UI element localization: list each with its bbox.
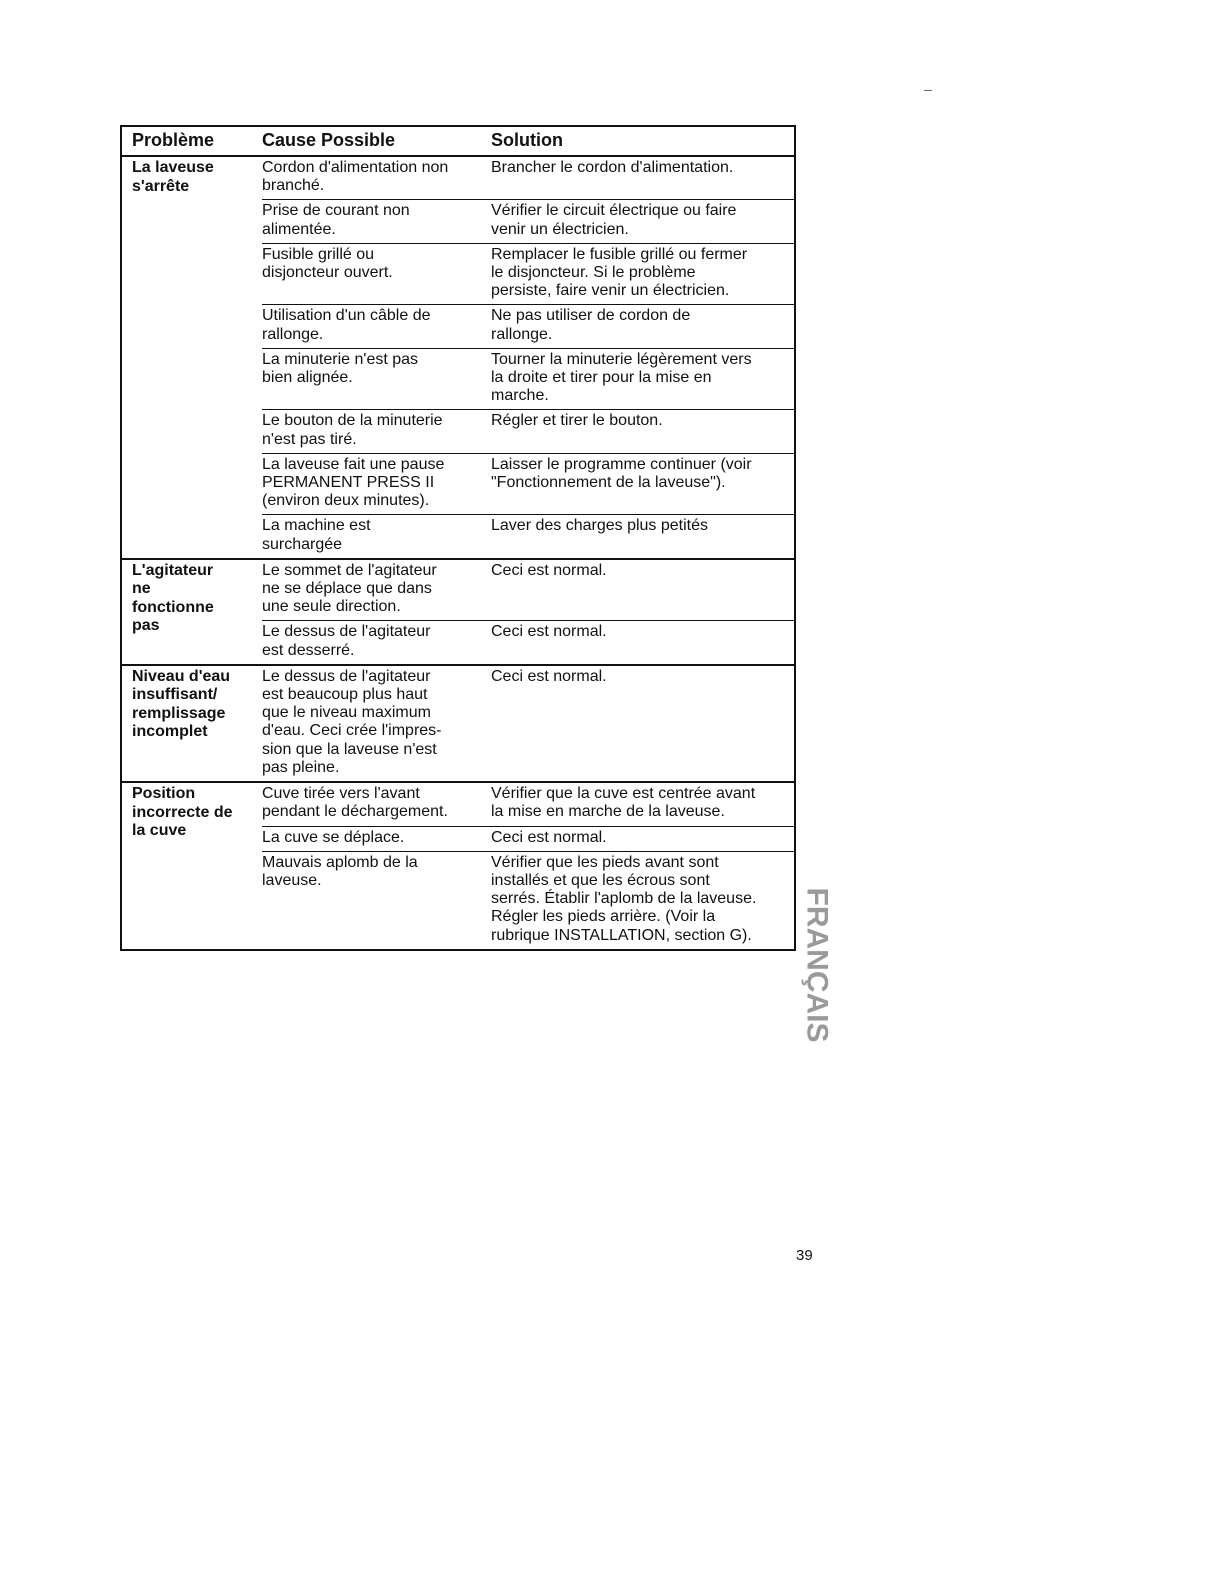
- cause-cell: La machine est surchargée: [262, 517, 371, 553]
- solution-cell: Ceci est normal.: [491, 667, 607, 685]
- cause-cell: Fusible grillé ou disjoncteur ouvert.: [262, 245, 393, 282]
- cause-cell: Cuve tirée vers l'avant pendant le déchargement.: [262, 785, 448, 821]
- cause-cell: La cuve se déplace.: [262, 828, 405, 846]
- problem-group-agitator: [122, 560, 794, 666]
- cause-cell: Le dessus de l'agitateur est beaucoup plus haut que le niveau maximum d'eau. Ceci crée l'impres- sion que la laveuse n'est pas pleine.: [262, 667, 442, 776]
- solution-cell: Tourner la minuterie légèrement vers la droite et tirer pour la mise en marche.: [491, 350, 752, 405]
- solution-cell: Vérifier le circuit électrique ou faire venir un électricien.: [491, 202, 737, 238]
- solution-cell: Ceci est normal.: [491, 623, 607, 641]
- table-row: [262, 560, 794, 622]
- table-row: [262, 410, 794, 453]
- cause-cell: Le dessus de l'agitateur est desserré.: [262, 623, 431, 659]
- table-row: [262, 827, 794, 852]
- troubleshooting-table: [120, 125, 796, 951]
- cause-cell: Prise de courant non alimentée.: [262, 202, 410, 238]
- solution-cell: Vérifier que les pieds avant sont installés et que les écrous sont serrés. Établir l'aplomb de la laveuse. Régler les pieds arrière. (Voir la rubrique INSTALLATION, section G).: [491, 853, 757, 944]
- table-row: [262, 200, 794, 243]
- solution-cell: Laisser le programme continuer (voir "Fonctionnement de la laveuse").: [491, 455, 752, 492]
- table-row: [262, 157, 794, 200]
- table-row: [262, 621, 794, 663]
- page-number: 39: [796, 1247, 813, 1264]
- side-label: FRANÇAIS: [800, 887, 833, 1042]
- language-side-tab: [796, 857, 836, 1072]
- cause-cell: Cordon d'alimentation non branché.: [262, 159, 449, 195]
- cause-cell: La minuterie n'est pas bien alignée.: [262, 350, 419, 387]
- header-problem: Problème: [132, 130, 215, 150]
- table-row: [262, 783, 794, 826]
- table-row: [262, 852, 794, 949]
- problem-label: Niveau d'eau insuffisant/ remplissage incomplet: [132, 667, 231, 741]
- problem-group-water-level: [122, 666, 794, 783]
- cause-cell: Le bouton de la minuterie n'est pas tiré.: [262, 412, 443, 448]
- cause-cell: Utilisation d'un câble de rallonge.: [262, 307, 431, 343]
- cause-cell: Le sommet de l'agitateur ne se déplace que dans une seule direction.: [262, 561, 437, 616]
- header-solution: Solution: [491, 130, 563, 150]
- header-cause: Cause Possible: [262, 130, 396, 150]
- problem-label: Position incorrecte de la cuve: [132, 785, 233, 840]
- solution-cell: Laver des charges plus petités: [491, 517, 709, 535]
- solution-cell: Vérifier que la cuve est centrée avant la mise en marche de la laveuse.: [491, 785, 756, 821]
- cause-cell: Mauvais aplomb de la laveuse.: [262, 853, 418, 889]
- solution-cell: Ceci est normal.: [491, 828, 607, 846]
- table-header: [122, 127, 794, 157]
- solution-cell: Régler et tirer le bouton.: [491, 412, 663, 430]
- problem-label: La laveuse s'arrête: [132, 159, 214, 195]
- solution-cell: Brancher le cordon d'alimentation.: [491, 159, 734, 176]
- problem-label: L'agitateur ne fonctionne pas: [132, 561, 214, 635]
- table-row: [262, 454, 794, 516]
- table-row: [262, 244, 794, 306]
- corner-mark: [924, 90, 932, 91]
- table-row: [262, 515, 794, 557]
- problem-group-stops: [122, 157, 794, 560]
- problem-group-tub-position: [122, 783, 794, 949]
- table-row: [262, 305, 794, 348]
- table-row: [262, 666, 794, 781]
- solution-cell: Remplacer le fusible grillé ou fermer le disjoncteur. Si le problème persiste, faire venir un électricien.: [491, 245, 748, 300]
- solution-cell: Ceci est normal.: [491, 561, 607, 579]
- solution-cell: Ne pas utiliser de cordon de rallonge.: [491, 307, 691, 343]
- cause-cell: La laveuse fait une pause PERMANENT PRESS II (environ deux minutes).: [262, 455, 445, 510]
- table-row: [262, 349, 794, 411]
